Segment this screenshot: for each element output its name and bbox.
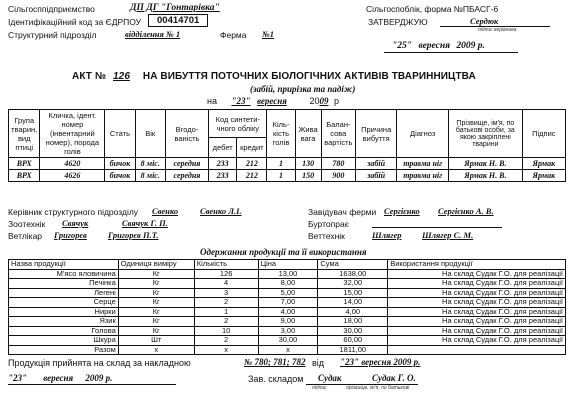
unit-head-label: Керівник структурного підрозділу (8, 207, 139, 217)
cell-product-use (388, 345, 566, 355)
table-row (9, 336, 566, 346)
table-row (9, 307, 566, 317)
act-date-prefix: на (207, 96, 217, 106)
cell-group: ВРХ (9, 158, 40, 170)
table-row (9, 158, 566, 170)
cell-product-price: 7,00 (258, 298, 318, 308)
cell-age: 8 міс. (135, 170, 165, 182)
cell-product-sum: 32,00 (318, 279, 388, 289)
storekeeper-sign: Судак (318, 373, 342, 383)
cell-product-price: 9,00 (258, 317, 318, 327)
cell-product-qty: 2 (194, 298, 258, 308)
act-date-suffix: р (333, 96, 339, 106)
unit-value: відділення № 1 (125, 29, 181, 39)
cell-value: 900 (321, 170, 356, 182)
cell-product-price: 4,00 (258, 307, 318, 317)
table-row (9, 326, 566, 336)
cell-product-use: На склад Судак Г.О. для реалізації (388, 279, 566, 289)
table-row (9, 317, 566, 327)
cell-product-sum: 18,00 (318, 317, 388, 327)
cell-product-qty: 2 (194, 317, 258, 327)
cell-diagnosis: травма ніг (397, 158, 449, 170)
cell-responsible: Ярмак Н. В. (449, 158, 523, 170)
products-header-row (9, 260, 566, 270)
act-date-day: "23" (231, 96, 251, 106)
cell-product-qty: 1 (194, 307, 258, 317)
act-subtitle: (забій, прирізка та падіж) (250, 84, 356, 94)
vettech-label: Веттехнік (308, 231, 345, 241)
table-row-total (9, 345, 566, 355)
farm-label: Ферма (220, 30, 247, 40)
footer-date-day: "23" (8, 373, 27, 383)
cell-age: 8 міс. (135, 158, 165, 170)
table-row (9, 288, 566, 298)
col-credit: кредит (237, 138, 267, 158)
enterprise-value: ДП ДГ "Гонтарівка" (130, 3, 220, 13)
approve-date-line (384, 52, 518, 53)
col-diagnosis: Діагноз (397, 110, 449, 158)
cell-product-qty: 10 (194, 326, 258, 336)
cell-product-price: 13,00 (258, 269, 318, 279)
cell-product-unit: Кг (118, 317, 194, 327)
cell-weight: 150 (295, 170, 321, 182)
col-value: Балан-сова вартість (321, 110, 356, 158)
from-label: від (312, 358, 325, 368)
cell-product-use: На склад Судак Г.О. для реалізації (388, 298, 566, 308)
act-date-year-prefix: 20 (309, 96, 320, 106)
burtovar-label: Буртопрає (308, 219, 350, 229)
cell-product-unit: Кг (118, 326, 194, 336)
cell-diagnosis: травма ніг (397, 170, 449, 182)
cell-sex: бичок (105, 170, 135, 182)
storekeeper-label: Зав. складом (248, 374, 304, 384)
table-row (9, 170, 566, 182)
approve-date-day: "25" (392, 41, 413, 51)
col-product-qty: Кількість (194, 260, 258, 270)
cell-product-qty: 126 (194, 269, 258, 279)
cell-reason: забій (356, 170, 397, 182)
table-row (9, 279, 566, 289)
act-date-year: 09 (319, 96, 329, 106)
cell-product-unit: х (118, 345, 194, 355)
cell-debit: 233 (209, 170, 237, 182)
col-product-unit: Одиниця виміру (118, 260, 194, 270)
act-prefix: АКТ № (72, 71, 107, 82)
unit-head-sign: Свенко (152, 206, 179, 216)
zootech-label: Зоотехнік (8, 219, 46, 229)
cell-nickname: 4626 (40, 170, 105, 182)
approve-caption: підпис керівника (478, 27, 517, 33)
cell-credit: 212 (237, 158, 267, 170)
cell-product-unit: Кг (118, 279, 194, 289)
act-date (207, 96, 339, 106)
form-label: Сільгоспоблік, форма №ПБАСГ-6 (366, 4, 499, 14)
cell-product-name: Шкура (9, 336, 119, 346)
cell-product-name: М'ясо яловичина (9, 269, 119, 279)
cell-product-sum: 1638,00 (318, 269, 388, 279)
col-product-use: Використання продукції (388, 260, 566, 270)
col-responsible: Прізвище, ім'я, по батькові особи, за якою закріплені тварини (449, 110, 523, 158)
invoice-numbers: № 780; 781; 782 (244, 357, 306, 367)
approve-signature: Сердюк (470, 16, 499, 26)
invoice-date: "23" вересня 2009 р. (340, 357, 421, 367)
cell-signature: Ярмак (522, 158, 565, 170)
products-table (8, 259, 566, 355)
act-title (72, 71, 476, 82)
vet-sign: Григорєв (54, 230, 87, 240)
col-sex: Стать (105, 110, 135, 158)
edrpou-label: Ідентифікаційний код за ЄДРПОУ (8, 17, 142, 27)
cell-product-use: На склад Судак Г.О. для реалізації (388, 288, 566, 298)
cell-product-use: На склад Судак Г.О. для реалізації (388, 269, 566, 279)
cell-product-use: На склад Судак Г.О. для реалізації (388, 317, 566, 327)
cell-product-sum: 60,00 (318, 336, 388, 346)
cell-product-name: Язик (9, 317, 119, 327)
cell-fatness: середня (165, 170, 208, 182)
cell-product-unit: Кг (118, 307, 194, 317)
col-code: Код синтети-чного обліку (209, 110, 267, 138)
cell-product-price: 30,00 (258, 336, 318, 346)
cell-sex: бичок (105, 158, 135, 170)
cell-responsible: Ярмак Н. В. (449, 170, 523, 182)
storekeeper-name: Судак Г. О. (372, 373, 416, 383)
vettech-name: Шлягер С. М. (422, 230, 474, 240)
cell-product-unit: Кг (118, 288, 194, 298)
storekeeper-caption-name: прізвище, ім'я, по батькові (346, 385, 410, 391)
col-debit: дебет (209, 138, 237, 158)
cell-product-price: х (258, 345, 318, 355)
cell-product-use: На склад Судак Г.О. для реалізації (388, 326, 566, 336)
col-age: Вік (135, 110, 165, 158)
cell-weight: 130 (295, 158, 321, 170)
col-product-sum: Сума (318, 260, 388, 270)
cell-product-sum: 1811,00 (318, 345, 388, 355)
farm-head-sign: Сергієнко (384, 206, 420, 216)
zootech-name: Свячук Г. П. (122, 218, 168, 228)
approve-date-month: вересня (418, 41, 451, 51)
cell-heads: 1 (267, 170, 295, 182)
footer-date (8, 373, 112, 383)
animals-table (8, 109, 566, 182)
cell-product-unit: Кг (118, 298, 194, 308)
col-reason: Причина вибуття (356, 110, 397, 158)
zootech-sign: Свячук (62, 218, 89, 228)
cell-product-sum: 14,00 (318, 298, 388, 308)
cell-heads: 1 (267, 158, 295, 170)
cell-product-qty: х (194, 345, 258, 355)
unit-label: Структурний підрозділ (8, 30, 97, 40)
act-number: 126 (113, 71, 130, 82)
cell-product-name: Печінка (9, 279, 119, 289)
cell-product-unit: Кг (118, 269, 194, 279)
vettech-sign: Шлягер (372, 230, 402, 240)
col-nickname: Кличка, ідент. номер (інвентарний номер), порода голів (40, 110, 105, 158)
table-row (9, 269, 566, 279)
unit-head-name: Свенко Л.І. (200, 206, 242, 216)
cell-product-qty: 4 (194, 279, 258, 289)
cell-product-sum: 30,00 (318, 326, 388, 336)
act-date-month: вересня (257, 96, 287, 106)
cell-reason: забій (356, 158, 397, 170)
cell-fatness: середня (165, 158, 208, 170)
enterprise-label: Сільгосппідприємство (8, 4, 95, 14)
cell-group: ВРХ (9, 170, 40, 182)
col-heads: Кіль-кість голів (267, 110, 295, 158)
cell-credit: 212 (237, 170, 267, 182)
cell-product-name: Разом (9, 345, 119, 355)
cell-product-qty: 3 (194, 288, 258, 298)
vet-name: Григорєв П.Т. (108, 230, 159, 240)
cell-product-name: Нирки (9, 307, 119, 317)
products-title: Одержання продукції та її використання (200, 247, 367, 257)
cell-value: 780 (321, 158, 356, 170)
cell-nickname: 4620 (40, 158, 105, 170)
cell-product-name: Серце (9, 298, 119, 308)
edrpou-code: 00414701 (148, 14, 208, 27)
approve-label: ЗАТВЕРДЖУЮ (368, 17, 428, 27)
cell-product-price: 8,00 (258, 279, 318, 289)
cell-product-name: Легені (9, 288, 119, 298)
act-title-text: НА ВИБУТТЯ ПОТОЧНИХ БІОЛОГІЧНИХ АКТИВІВ ТВАРИННИЦТВА (142, 71, 476, 82)
cell-product-unit: Шт (118, 336, 194, 346)
cell-product-price: 5,00 (258, 288, 318, 298)
table-row (9, 298, 566, 308)
col-fatness: Вгодо-ваність (165, 110, 208, 158)
cell-debit: 233 (209, 158, 237, 170)
cell-product-name: Голова (9, 326, 119, 336)
col-signature: Підпис (522, 110, 565, 158)
vet-label: Ветлікар (8, 231, 43, 241)
footer-date-year: 2009 р. (85, 373, 113, 383)
farm-value: №1 (262, 29, 275, 39)
cell-product-use: На склад Судак Г.О. для реалізації (388, 336, 566, 346)
accepted-label: Продукція прийнята на склад за накладною (8, 358, 191, 368)
col-product-name: Назва продукції (9, 260, 119, 270)
cell-signature: Ярмак (522, 170, 565, 182)
cell-product-price: 3,00 (258, 326, 318, 336)
cell-product-sum: 4,00 (318, 307, 388, 317)
approve-date-year: 2009 р. (456, 41, 485, 51)
footer-date-line (8, 384, 176, 385)
cell-product-use: На склад Судак Г.О. для реалізації (388, 307, 566, 317)
farm-head-label: Завідувач ферми (308, 207, 377, 217)
col-product-price: Ціна (258, 260, 318, 270)
burtovar-sign-line (372, 227, 502, 228)
farm-head-name: Сергієнко А. В. (438, 206, 494, 216)
animals-header-row (9, 110, 566, 138)
storekeeper-caption-sign: підпис (312, 385, 327, 391)
cell-product-qty: 2 (194, 336, 258, 346)
col-weight: Жива вага (295, 110, 321, 158)
cell-product-sum: 15,00 (318, 288, 388, 298)
col-group: Група тварин, вид птиці (9, 110, 40, 158)
approve-date (392, 41, 485, 51)
footer-date-month: вересня (43, 373, 74, 383)
